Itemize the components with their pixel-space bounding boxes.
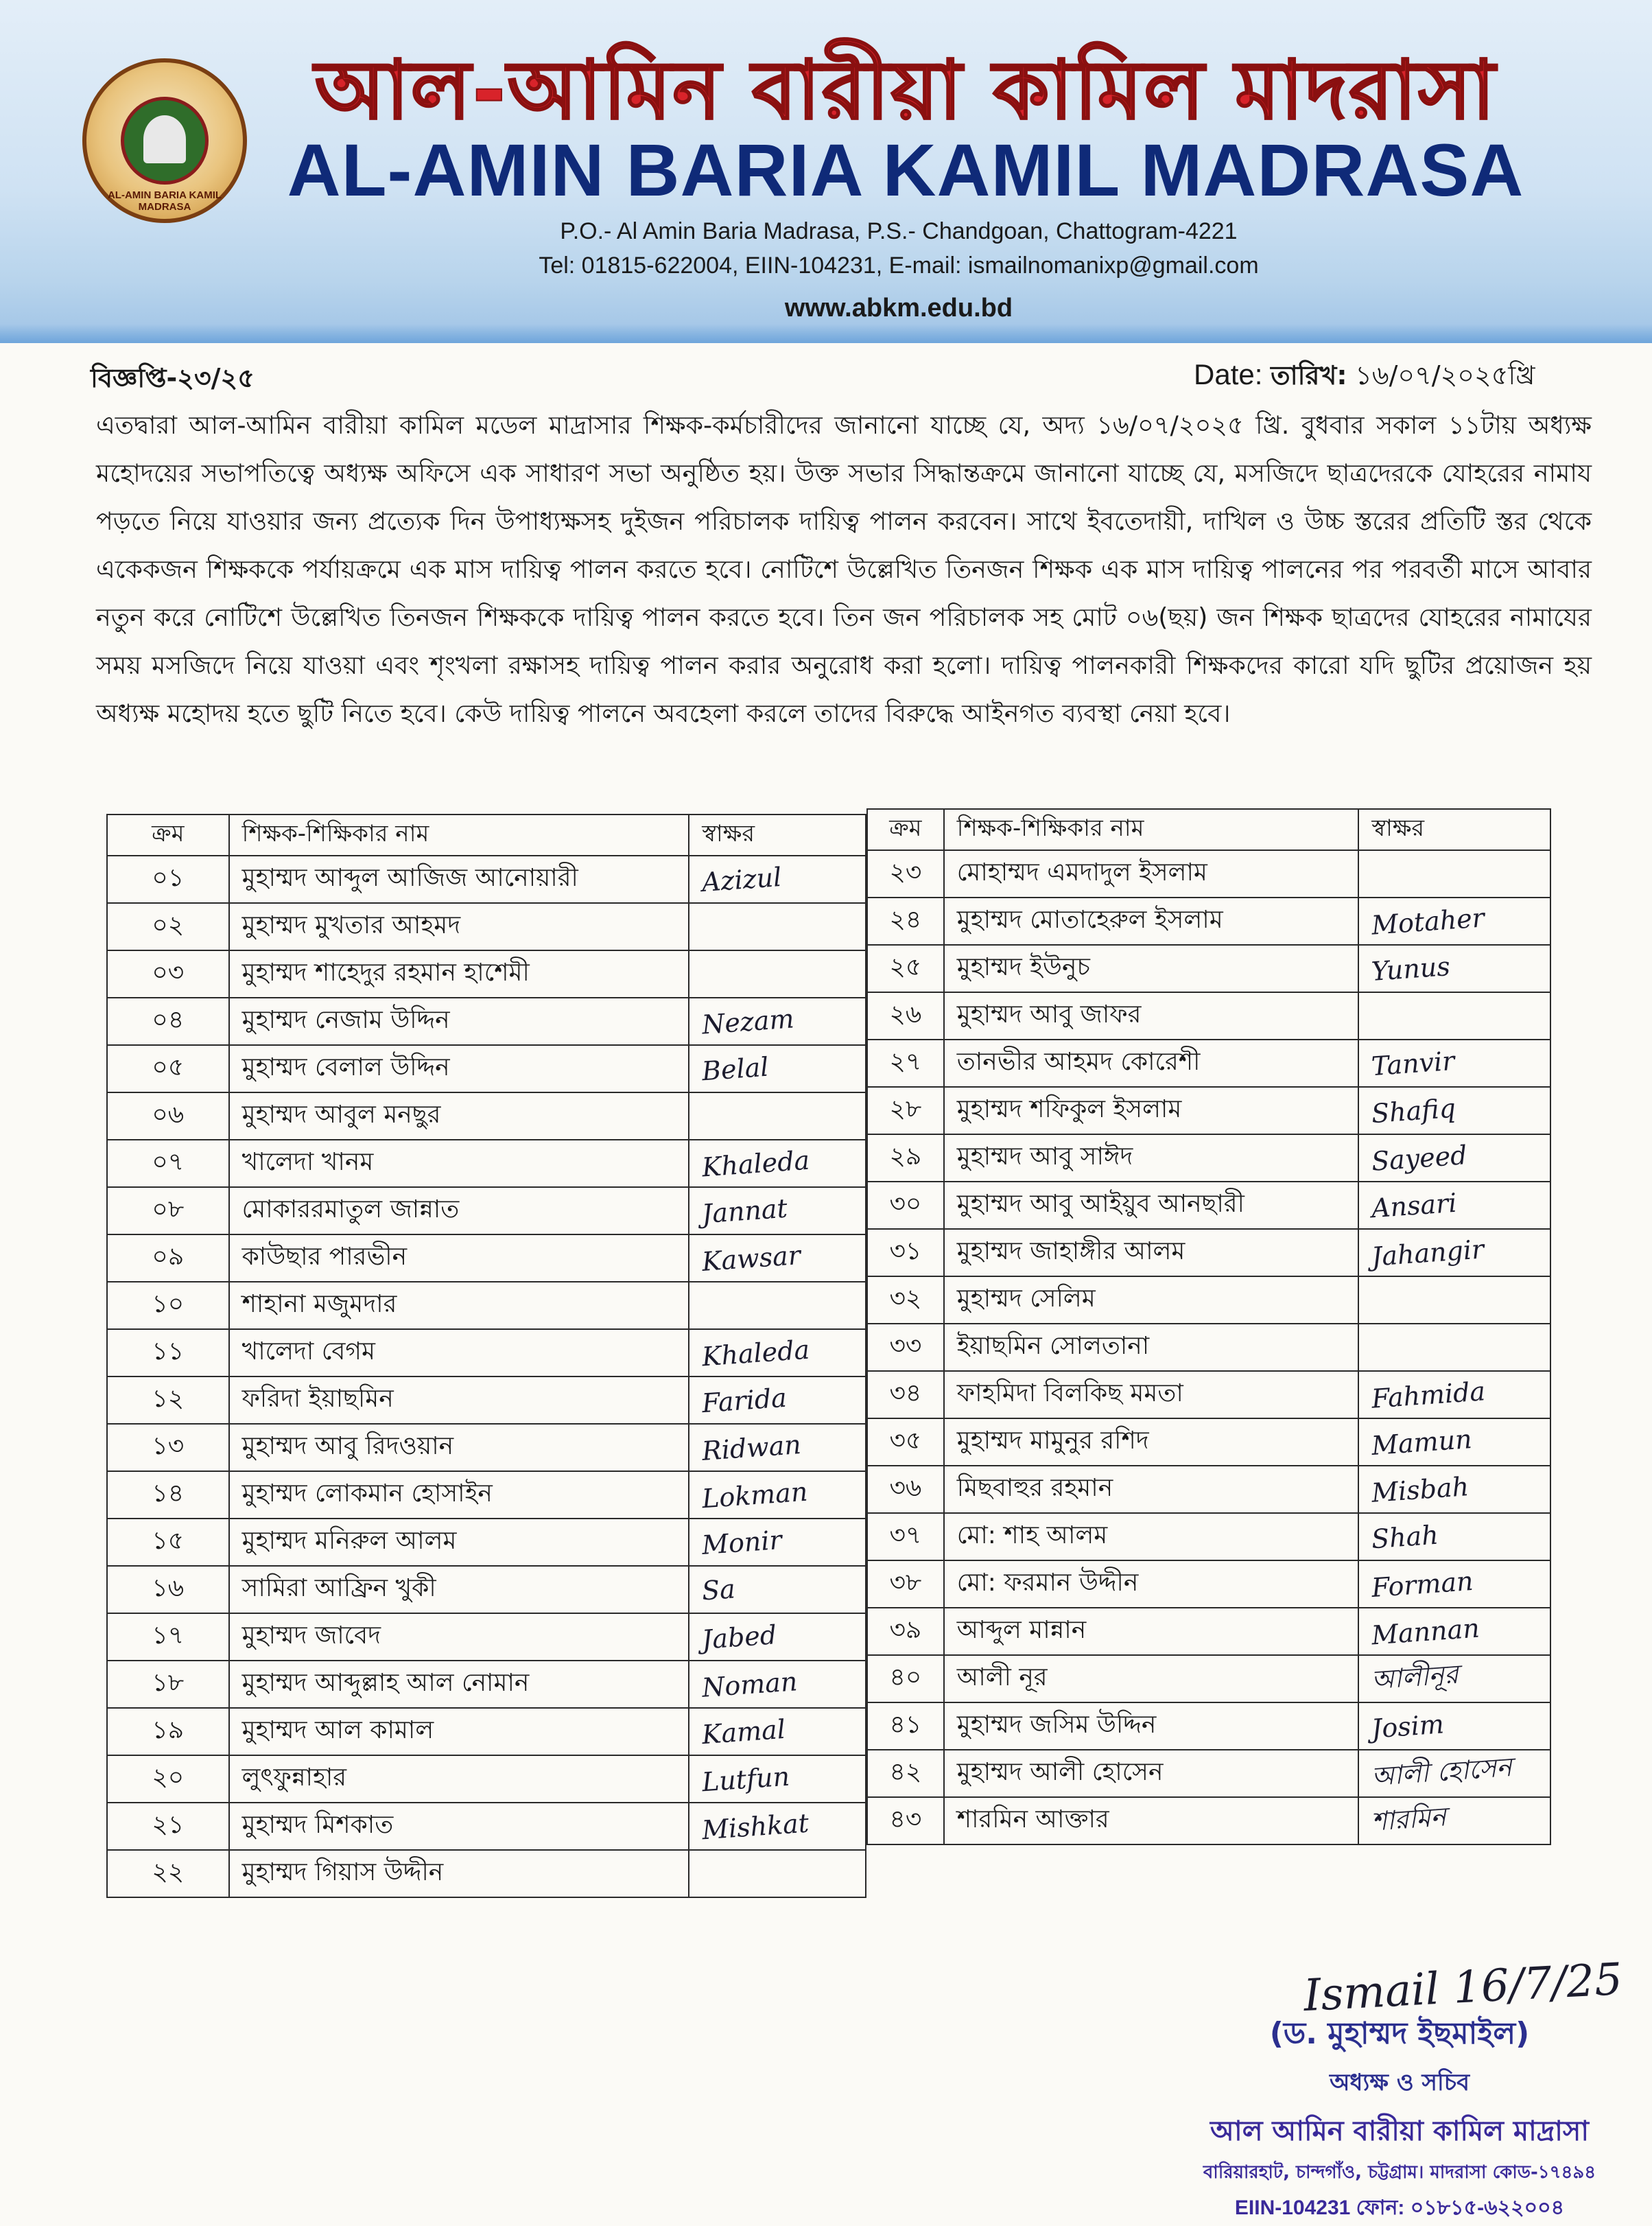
table-row — [867, 1229, 1550, 1276]
signature-cell — [689, 856, 866, 903]
teacher-name-cell: মুহাম্মদ জাবেদ — [229, 1613, 689, 1661]
table-row — [867, 1134, 1550, 1182]
seal-address: বারিয়ারহাট, চান্দগাঁও, চট্টগ্রাম। মাদরাসা কোড-১৭৪৯৪ — [1203, 2162, 1596, 2183]
website-link[interactable]: www.abkm.edu.bd — [784, 294, 1013, 323]
handwritten-signature: Mishkat — [700, 1807, 810, 1845]
serial-cell: ১২ — [107, 1376, 229, 1424]
table-row — [107, 1471, 866, 1519]
teacher-name-cell: মুহাম্মদ সেলিম — [944, 1276, 1359, 1324]
handwritten-signature: Jannat — [700, 1193, 789, 1229]
table-row — [107, 1092, 866, 1140]
date-label-en: Date: — [1194, 358, 1263, 390]
table-row — [107, 903, 866, 950]
notice-date — [1194, 355, 1535, 399]
signature-cell — [1358, 850, 1550, 898]
handwritten-signature: আলীনূর — [1370, 1659, 1460, 1695]
serial-cell: ০৩ — [107, 950, 229, 998]
serial-cell: ২৮ — [867, 1087, 944, 1134]
teacher-name-cell: মুহাম্মদ আবু সাঈদ — [944, 1134, 1359, 1182]
table-row — [107, 1376, 866, 1424]
table-row — [867, 1655, 1550, 1702]
signature-cell — [1358, 1655, 1550, 1702]
teacher-name-cell: মুহাম্মদ নেজাম উদ্দিন — [229, 998, 689, 1045]
serial-cell: ১১ — [107, 1329, 229, 1376]
serial-cell: ২৫ — [867, 945, 944, 992]
serial-cell: ১৩ — [107, 1424, 229, 1471]
signature-header: স্বাক্ষর — [689, 815, 866, 856]
table-row — [867, 1276, 1550, 1324]
notice-number: বিজ্ঞপ্তি-২৩/২৫ — [91, 363, 255, 393]
handwritten-signature: Jahangir — [1370, 1233, 1485, 1272]
signature-cell — [1358, 1040, 1550, 1087]
serial-cell: ৩১ — [867, 1229, 944, 1276]
table-row — [107, 1850, 866, 1897]
serial-cell: ৪১ — [867, 1702, 944, 1750]
table-row — [107, 1661, 866, 1708]
serial-cell: ৪৩ — [867, 1797, 944, 1844]
signature-cell — [689, 903, 866, 950]
handwritten-signature: Farida — [700, 1382, 788, 1418]
staff-table-left — [106, 814, 866, 1898]
serial-cell: ৪০ — [867, 1655, 944, 1702]
handwritten-signature: Khaleda — [700, 1334, 811, 1372]
teacher-name-cell: আলী নূর — [944, 1655, 1359, 1702]
serial-cell: ০৪ — [107, 998, 229, 1045]
signature-cell — [1358, 1702, 1550, 1750]
table-row — [107, 1282, 866, 1329]
staff-table-right — [866, 808, 1551, 1845]
handwritten-signature: Sa — [700, 1573, 737, 1606]
signature-header: স্বাক্ষর — [1358, 809, 1550, 850]
table-row — [867, 1750, 1550, 1797]
signature-cell — [689, 1519, 866, 1566]
signature-cell — [689, 1140, 866, 1187]
teacher-name-cell: তানভীর আহমদ কোরেশী — [944, 1040, 1359, 1087]
handwritten-signature: Shafiq — [1370, 1092, 1457, 1129]
table-row — [867, 1513, 1550, 1560]
table-row — [867, 1418, 1550, 1466]
signature-cell — [1358, 992, 1550, 1040]
table-row — [107, 856, 866, 903]
teacher-name-cell: মোকাররমাতুল জান্নাত — [229, 1187, 689, 1234]
serial-cell: ২৯ — [867, 1134, 944, 1182]
signature-cell — [1358, 1750, 1550, 1797]
teacher-name-cell: মুহাম্মদ আবু জাফর — [944, 992, 1359, 1040]
signature-cell — [689, 1803, 866, 1850]
seal-eiin-phone: EIIN-104231 ফোন: ০১৮১৫-৬২২০০৪ — [1234, 2196, 1565, 2219]
table-row — [107, 1755, 866, 1803]
handwritten-signature: Tanvir — [1370, 1045, 1456, 1081]
serial-cell: ১৮ — [107, 1661, 229, 1708]
teacher-name-cell: মুহাম্মদ লোকমান হোসাইন — [229, 1471, 689, 1519]
handwritten-signature: Noman — [700, 1665, 799, 1703]
table-row — [867, 898, 1550, 945]
handwritten-signature: Ridwan — [700, 1429, 803, 1466]
teacher-name-cell: মুহাম্মদ আব্দুল আজিজ আনোয়ারী — [229, 856, 689, 903]
handwritten-signature: Mannan — [1370, 1613, 1481, 1650]
serial-cell: ১৪ — [107, 1471, 229, 1519]
handwritten-signature: Forman — [1370, 1565, 1475, 1603]
serial-cell: ২৪ — [867, 898, 944, 945]
teacher-name-cell: মুহাম্মদ শফিকুল ইসলাম — [944, 1087, 1359, 1134]
signature-cell — [689, 1187, 866, 1234]
contact-line: Tel: 01815-622004, EIIN-104231, E-mail: ismailnomanixp@gmail.com — [539, 253, 1259, 279]
serial-cell: ৩৪ — [867, 1371, 944, 1418]
serial-cell: ২৩ — [867, 850, 944, 898]
principal-name: (ড. মুহাম্মদ ইছমাইল) — [1269, 2016, 1530, 2051]
teacher-name-cell: লুৎফুন্নাহার — [229, 1755, 689, 1803]
teacher-name-cell: মুহাম্মদ ইউনুচ — [944, 945, 1359, 992]
teacher-name-cell: মুহাম্মদ আবু আইয়ুব আনছারী — [944, 1182, 1359, 1229]
table-row — [107, 1519, 866, 1566]
table-row — [107, 1566, 866, 1613]
teacher-name-cell: আব্দুল মান্নান — [944, 1608, 1359, 1655]
handwritten-signature: Kamal — [700, 1713, 787, 1750]
handwritten-signature: Misbah — [1370, 1471, 1470, 1508]
signature-cell — [689, 1329, 866, 1376]
notice-body: এতদ্বারা আল-আমিন বারীয়া কামিল মডেল মাদ্রাসার শিক্ষক-কর্মচারীদের জানানো যাচ্ছে যে, অদ্য ১৬/০৭/২০২৫ খ্রি. বুধবার সকাল ১১টায় অধ্যক্ষ মহোদয়ের সভাপতিত্বে অধ্যক্ষ অফিসে এক সাধারণ সভা অনুষ্ঠিত হয়। উক্ত সভার সিদ্ধান্তক্রমে জানানো যাচ্ছে যে, মসজিদে ছাত্রদেরকে যোহরের নামায পড়তে নিয়ে যাওয়ার জন্য প্রত্যেক দিন উপাধ্যক্ষসহ দুইজন পরিচালক দায়িত্ব পালন করবেন। সাথে ইবতেদায়ী, দাখিল ও উচ্চ স্তরের প্রতিটি স্তর থেকে একেকজন শিক্ষককে পর্যায়ক্রমে এক মাস দায়িত্ব পালন করতে হবে। নোটিশে উল্লেখিত তিনজন শিক্ষক এক মাস দায়িত্ব পালনের পর পরবর্তী মাসে আবার নতুন করে নোটিশে উল্লেখিত তিনজন শিক্ষককে দায়িত্ব পালন করতে হবে। তিন জন পরিচালক সহ মোট ০৬(ছয়) জন শিক্ষক ছাত্রদের যোহরের নামাযের সময় মসজিদে নিয়ে যাওয়া এবং শৃংখলা রক্ষাসহ দায়িত্ব পালন করার অনুরোধ করা হলো। দায়িত্ব পালনকারী শিক্ষকদের কারো যদি ছুটির প্রয়োজন হয় অধ্যক্ষ মহোদয় হতে ছুটি নিতে হবে। কেউ দায়িত্ব পালনে অবহেলা করলে তাদের বিরুদ্ধে আইনগত ব্যবস্থা নেয়া হবে। — [96, 410, 1592, 728]
serial-cell: ০৫ — [107, 1045, 229, 1092]
table-row — [867, 1040, 1550, 1087]
teacher-name-cell: মো: শাহ আলম — [944, 1513, 1359, 1560]
serial-cell: ০২ — [107, 903, 229, 950]
signature-cell — [689, 1566, 866, 1613]
serial-cell: ০৮ — [107, 1187, 229, 1234]
table-row — [107, 950, 866, 998]
signature-cell — [1358, 1466, 1550, 1513]
logo-emblem — [121, 97, 209, 185]
teacher-name-cell: মোহাম্মদ এমদাদুল ইসলাম — [944, 850, 1359, 898]
serial-cell: ১০ — [107, 1282, 229, 1329]
teacher-name-cell: মুহাম্মদ জাহাঙ্গীর আলম — [944, 1229, 1359, 1276]
teacher-name-cell: মুহাম্মদ আবু রিদওয়ান — [229, 1424, 689, 1471]
name-header: শিক্ষক-শিক্ষিকার নাম — [944, 809, 1359, 850]
signature-cell — [1358, 1182, 1550, 1229]
signature-cell — [689, 1755, 866, 1803]
serial-cell: ৩৮ — [867, 1560, 944, 1608]
serial-cell: ১৫ — [107, 1519, 229, 1566]
signature-cell — [689, 1045, 866, 1092]
table-row — [107, 1803, 866, 1850]
postal-address: P.O.- Al Amin Baria Madrasa, P.S.- Chandgoan, Chattogram-4221 — [560, 218, 1238, 244]
signature-cell — [1358, 1229, 1550, 1276]
serial-cell: ৩৫ — [867, 1418, 944, 1466]
teacher-name-cell: শারমিন আক্তার — [944, 1797, 1359, 1844]
handwritten-signature: Khaleda — [700, 1145, 811, 1182]
serial-cell: ৩৩ — [867, 1324, 944, 1371]
handwritten-signature: Azizul — [700, 861, 783, 898]
teacher-name-cell: মুহাম্মদ আলী হোসেন — [944, 1750, 1359, 1797]
date-label-bn: তারিখ: — [1271, 360, 1347, 390]
handwritten-signature: Yunus — [1370, 950, 1452, 987]
table-row — [867, 1608, 1550, 1655]
handwritten-signature: Shah — [1370, 1519, 1440, 1554]
serial-cell: ১৬ — [107, 1566, 229, 1613]
serial-cell: ২২ — [107, 1850, 229, 1897]
teacher-name-cell: ইয়াছমিন সোলতানা — [944, 1324, 1359, 1371]
principal-signature: Ismail 16/7/25 — [1302, 1954, 1624, 2022]
signature-cell — [1358, 1134, 1550, 1182]
signature-cell — [1358, 1797, 1550, 1844]
logo-caption: AL-AMIN BARIA KAMIL MADRASA — [107, 189, 222, 213]
serial-cell: ৩০ — [867, 1182, 944, 1229]
signature-cell — [1358, 1371, 1550, 1418]
teacher-name-cell: মুহাম্মদ মোতাহেরুল ইসলাম — [944, 898, 1359, 945]
teacher-name-cell: মো: ফরমান উদ্দীন — [944, 1560, 1359, 1608]
signature-cell — [1358, 898, 1550, 945]
signature-cell — [689, 1471, 866, 1519]
table-row — [107, 1424, 866, 1471]
teacher-name-cell: মুহাম্মদ আবুল মনছুর — [229, 1092, 689, 1140]
handwritten-signature: Nezam — [700, 1003, 796, 1040]
serial-cell: ১৯ — [107, 1708, 229, 1755]
signature-cell — [689, 1282, 866, 1329]
teacher-name-cell: মুহাম্মদ মামুনুর রশিদ — [944, 1418, 1359, 1466]
table-row — [867, 1371, 1550, 1418]
teacher-name-cell: মিছবাহুর রহমান — [944, 1466, 1359, 1513]
table-row — [867, 1466, 1550, 1513]
teacher-name-cell: ফাহমিদা বিলকিছ মমতা — [944, 1371, 1359, 1418]
teacher-name-cell: মুহাম্মদ শাহেদুর রহমান হাশেমী — [229, 950, 689, 998]
teacher-name-cell: খালেদা বেগম — [229, 1329, 689, 1376]
serial-cell: ০৭ — [107, 1140, 229, 1187]
teacher-name-cell: মুহাম্মদ আল কামাল — [229, 1708, 689, 1755]
staff-rows-left — [107, 856, 866, 1897]
teacher-name-cell: মুহাম্মদ গিয়াস উদ্দীন — [229, 1850, 689, 1897]
teacher-name-cell: মুহাম্মদ বেলাল উদ্দিন — [229, 1045, 689, 1092]
signature-cell — [689, 1424, 866, 1471]
table-row — [867, 850, 1550, 898]
signature-cell — [689, 1850, 866, 1897]
handwritten-signature: Lutfun — [700, 1761, 791, 1797]
serial-cell: ৩৭ — [867, 1513, 944, 1560]
handwritten-signature: Kawsar — [700, 1239, 802, 1277]
table-row — [867, 945, 1550, 992]
institution-title-english: AL-AMIN BARIA KAMIL MADRASA — [287, 128, 1524, 211]
signature-cell — [1358, 1513, 1550, 1560]
table-row — [107, 1329, 866, 1376]
signature-cell — [689, 1234, 866, 1282]
table-row — [107, 1045, 866, 1092]
table-row — [107, 1140, 866, 1187]
date-value: ১৬/০৭/২০২৫খ্রি — [1355, 360, 1535, 390]
handwritten-signature: Monir — [700, 1524, 783, 1560]
serial-header: ক্রম — [107, 815, 229, 856]
handwritten-signature: Josim — [1370, 1708, 1446, 1744]
handwritten-signature: Jabed — [700, 1619, 778, 1655]
serial-cell: ৩২ — [867, 1276, 944, 1324]
table-row — [107, 1708, 866, 1755]
teacher-name-cell: খালেদা খানম — [229, 1140, 689, 1187]
table-row — [867, 1087, 1550, 1134]
signature-cell — [689, 1092, 866, 1140]
handwritten-signature: Lokman — [700, 1476, 809, 1514]
serial-cell: ২৭ — [867, 1040, 944, 1087]
name-header: শিক্ষক-শিক্ষিকার নাম — [229, 815, 689, 856]
teacher-name-cell: কাউছার পারভীন — [229, 1234, 689, 1282]
handwritten-signature: Mamun — [1370, 1423, 1474, 1461]
table-header-row — [867, 809, 1550, 850]
handwritten-signature: Ansari — [1370, 1187, 1459, 1223]
serial-cell: ০৬ — [107, 1092, 229, 1140]
signature-cell — [689, 1661, 866, 1708]
handwritten-signature: শারমিন — [1370, 1801, 1448, 1837]
signature-cell — [689, 1376, 866, 1424]
principal-designation: অধ্যক্ষ ও সচিব — [1329, 2069, 1470, 2096]
seal-institution: আল আমিন বারীয়া কামিল মাদ্রাসা — [1210, 2116, 1589, 2147]
mosque-dome-icon — [143, 115, 186, 163]
signature-cell — [1358, 1324, 1550, 1371]
handwritten-signature: Motaher — [1370, 902, 1486, 941]
table-row — [107, 998, 866, 1045]
handwritten-signature: Belal — [700, 1051, 770, 1086]
table-row — [867, 1324, 1550, 1371]
madrasa-logo — [82, 58, 247, 223]
teacher-name-cell: ফরিদা ইয়াছমিন — [229, 1376, 689, 1424]
signature-cell — [689, 998, 866, 1045]
signature-cell — [1358, 1560, 1550, 1608]
teacher-name-cell: মুহাম্মদ মিশকাত — [229, 1803, 689, 1850]
table-row — [107, 1613, 866, 1661]
signature-cell — [1358, 1418, 1550, 1466]
teacher-name-cell: মুহাম্মদ জসিম উদ্দিন — [944, 1702, 1359, 1750]
serial-cell: ৩৯ — [867, 1608, 944, 1655]
teacher-name-cell: মুহাম্মদ আব্দুল্লাহ আল নোমান — [229, 1661, 689, 1708]
signature-cell — [689, 1613, 866, 1661]
serial-cell: ১৭ — [107, 1613, 229, 1661]
handwritten-signature: আলী হোসেন — [1370, 1751, 1513, 1792]
signature-cell — [689, 1708, 866, 1755]
table-row — [107, 1234, 866, 1282]
teacher-name-cell: সামিরা আফ্রিন খুকী — [229, 1566, 689, 1613]
table-row — [867, 992, 1550, 1040]
serial-cell: ০৯ — [107, 1234, 229, 1282]
teacher-name-cell: শাহানা মজুমদার — [229, 1282, 689, 1329]
principal-seal — [1166, 2011, 1633, 2226]
handwritten-signature: Sayeed — [1370, 1139, 1469, 1177]
table-row — [867, 1560, 1550, 1608]
institution-title-bangla: আল-আমিন বারীয়া কামিল মাদরাসা — [314, 43, 1497, 137]
serial-cell: ০১ — [107, 856, 229, 903]
serial-cell: ২০ — [107, 1755, 229, 1803]
teacher-name-cell: মুহাম্মদ মনিরুল আলম — [229, 1519, 689, 1566]
teacher-name-cell: মুহাম্মদ মুখতার আহমদ — [229, 903, 689, 950]
handwritten-signature: Fahmida — [1370, 1375, 1487, 1414]
staff-rows-right — [867, 850, 1550, 1844]
signature-cell — [1358, 945, 1550, 992]
table-row — [867, 1182, 1550, 1229]
serial-cell: ২৬ — [867, 992, 944, 1040]
serial-header: ক্রম — [867, 809, 944, 850]
signature-cell — [1358, 1276, 1550, 1324]
table-row — [867, 1702, 1550, 1750]
table-row — [867, 1797, 1550, 1844]
signature-cell — [689, 950, 866, 998]
serial-cell: ৪২ — [867, 1750, 944, 1797]
serial-cell: ২১ — [107, 1803, 229, 1850]
signature-cell — [1358, 1608, 1550, 1655]
table-row — [107, 1187, 866, 1234]
table-header-row — [107, 815, 866, 856]
signature-cell — [1358, 1087, 1550, 1134]
serial-cell: ৩৬ — [867, 1466, 944, 1513]
